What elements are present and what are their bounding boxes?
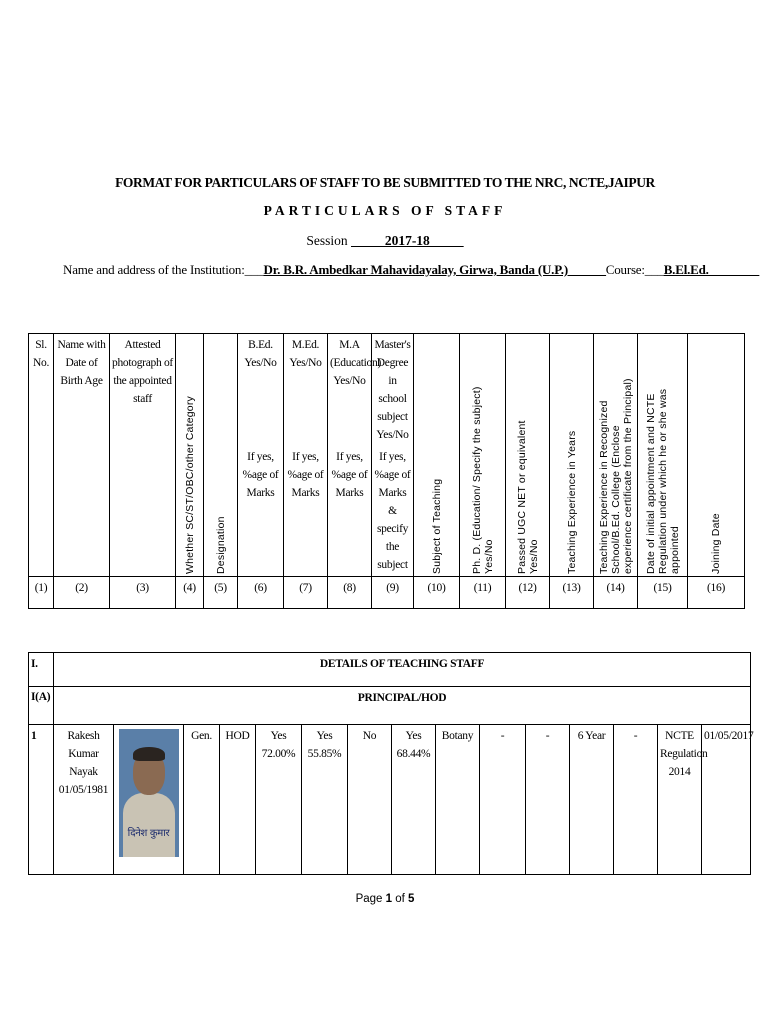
col-number: (1) <box>29 577 54 609</box>
masters-value: Yes <box>405 730 422 742</box>
institution-value: Dr. B.R. Ambedkar Mahavidayalay, Girwa, Banda (U.P.)______ <box>263 262 606 277</box>
col-header-ma: M.A (Education) Yes/No <box>328 334 372 447</box>
document-title: FORMAT FOR PARTICULARS OF STAFF TO BE SUBMITTED TO THE NRC, NCTE,JAIPUR <box>115 175 655 190</box>
cell-ma: No <box>348 725 392 875</box>
cell-sl: 1 <box>29 725 54 875</box>
staff-photo <box>119 729 179 857</box>
column-number-row <box>29 577 745 609</box>
col-number: (11) <box>460 577 506 609</box>
col-number: (16) <box>688 577 745 609</box>
med-marks: 55.85% <box>307 748 342 760</box>
col-header-school-exp-text: Teaching Experience in Recognized School/B.Ed. College (Enclose experience certificate from the Principal) <box>597 378 634 574</box>
col-number: (12) <box>506 577 550 609</box>
col-header-category <box>176 334 204 577</box>
col-number: (7) <box>284 577 328 609</box>
col-header-net-text: Passed UGC NET or equivalent Yes/No <box>515 420 540 574</box>
col-header-designation <box>204 334 238 577</box>
cell-regulation: NCTE Regulation 2014 <box>658 725 702 875</box>
col-header-phd-text: Ph. D. (Education/ Specify the subject) Yes/No <box>470 386 495 574</box>
page-total: 5 <box>408 893 415 905</box>
session-label: Session <box>306 233 348 248</box>
section-row-principal <box>29 687 751 725</box>
course-label: Course:___ <box>605 262 664 277</box>
cell-name <box>54 725 114 875</box>
cell-joining: 01/05/2017 <box>702 725 751 875</box>
session-line <box>0 233 770 249</box>
staff-name: Rakesh Kumar Nayak <box>67 730 100 778</box>
col-header-phd <box>460 334 506 577</box>
bed-value: Yes <box>270 730 287 742</box>
page-of: of <box>392 893 409 905</box>
column-header-table <box>28 333 745 609</box>
col-header-med: M.Ed. Yes/No <box>284 334 328 447</box>
col-number: (8) <box>328 577 372 609</box>
cell-school-exp: - <box>614 725 658 875</box>
col-number: (13) <box>550 577 594 609</box>
col-header-joining-text: Joining Date <box>710 513 722 574</box>
col-header-experience-text: Teaching Experience in Years <box>565 430 578 574</box>
cell-bed <box>256 725 302 875</box>
cell-masters <box>392 725 436 875</box>
institution-line <box>63 262 759 278</box>
col-header-net <box>506 334 550 577</box>
col-number: (14) <box>594 577 638 609</box>
subsection-title: PRINCIPAL/HOD <box>54 687 751 725</box>
col-header-bed: B.Ed. Yes/No <box>238 334 284 447</box>
table-row <box>29 725 751 875</box>
med-value: Yes <box>316 730 333 742</box>
cell-designation: HOD <box>220 725 256 875</box>
col-header-experience <box>550 334 594 577</box>
col-header-bed-marks: If yes, %age of Marks <box>238 446 284 577</box>
page-number <box>0 893 770 905</box>
col-header-med-marks: If yes, %age of Marks <box>284 446 328 577</box>
col-header-appointment-text: Date of initial appointment and NCTE Regulation under which he or she was appointed <box>644 388 681 574</box>
col-header-ma-marks: If yes, %age of Marks <box>328 446 372 577</box>
col-header-school-exp <box>594 334 638 577</box>
cell-category: Gen. <box>184 725 220 875</box>
col-number: (2) <box>54 577 110 609</box>
col-header-masters: Master's Degree in school subject Yes/No <box>372 334 414 447</box>
section-title: DETAILS OF TEACHING STAFF <box>54 653 751 687</box>
bed-marks: 72.00% <box>261 748 296 760</box>
cell-photo <box>114 725 184 875</box>
col-number: (15) <box>638 577 688 609</box>
col-header-designation-text: Designation <box>214 516 227 574</box>
col-number: (9) <box>372 577 414 609</box>
col-number: (4) <box>176 577 204 609</box>
cell-experience: 6 Year <box>570 725 614 875</box>
page-current: 1 <box>385 893 393 905</box>
cell-phd: - <box>480 725 526 875</box>
col-header-joining <box>688 334 745 577</box>
cell-med <box>302 725 348 875</box>
col-header-category-text: Whether SC/ST/OBC/other Category <box>183 396 196 574</box>
page-prefix: Page <box>355 893 386 905</box>
cell-subject: Botany <box>436 725 480 875</box>
session-value: _____2017-18_____ <box>351 233 464 248</box>
col-number: (3) <box>110 577 176 609</box>
photo-signature: दिनेश कुमार <box>127 828 170 839</box>
col-number: (5) <box>204 577 238 609</box>
col-header-photo: Attested photograph of the appointed staff <box>110 334 176 577</box>
institution-label: Name and address of the Institution:___ <box>63 262 264 277</box>
cell-net: - <box>526 725 570 875</box>
col-header-name: Name with Date of Birth Age <box>54 334 110 577</box>
document-subtitle: PARTICULARS OF STAFF <box>263 203 507 218</box>
section-row-teaching-staff <box>29 653 751 687</box>
masters-marks: 68.44% <box>396 748 431 760</box>
section-number: I. <box>29 653 54 687</box>
col-header-sl: Sl. No. <box>29 334 54 577</box>
col-header-masters-marks: If yes, %age of Marks & specify the subject <box>372 446 414 577</box>
col-number: (10) <box>414 577 460 609</box>
col-header-subject <box>414 334 460 577</box>
subsection-number: I(A) <box>29 687 54 725</box>
col-number: (6) <box>238 577 284 609</box>
teaching-staff-table <box>28 652 754 875</box>
course-value: B.El.Ed.________ <box>663 262 760 277</box>
col-header-appointment <box>638 334 688 577</box>
staff-dob: 01/05/1981 <box>58 784 109 796</box>
col-header-subject-text: Subject of Teaching <box>430 478 443 574</box>
